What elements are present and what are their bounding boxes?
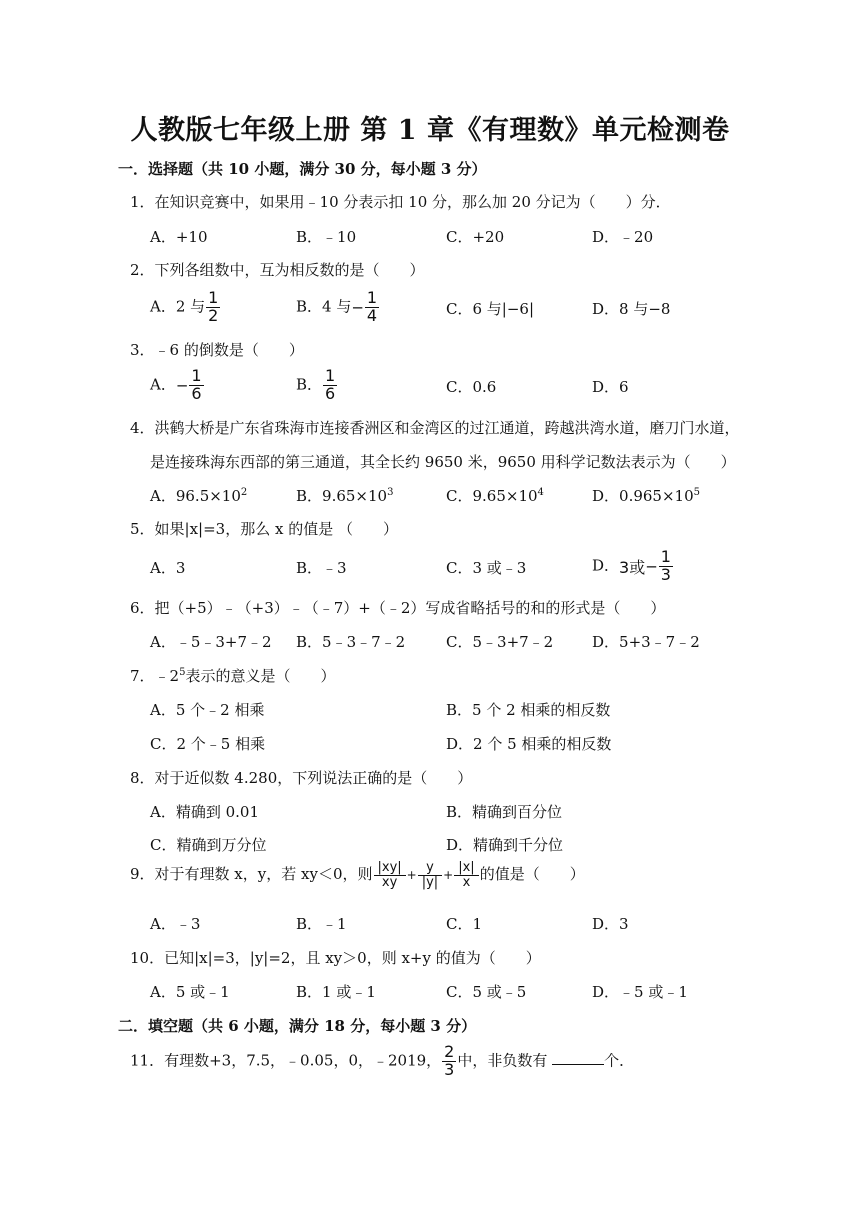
q10-option-a: A．5 或﹣1 xyxy=(150,983,230,1001)
numerator: |xy| xyxy=(374,861,406,876)
q8-option-b: B．精确到百分位 xyxy=(446,803,563,821)
denominator: 2 xyxy=(208,305,219,325)
q6-option-b: B．5﹣3﹣7﹣2 xyxy=(296,633,406,651)
q2-option-b-prefix: B．4 与 xyxy=(296,297,352,316)
exponent: 2 xyxy=(240,487,248,498)
q2-option-a xyxy=(150,290,221,325)
q3-option-b-prefix: B． xyxy=(296,375,323,394)
exponent: 4 xyxy=(537,487,544,498)
question-2-stem: 2．下列各组数中，互为相反数的是（ ） xyxy=(130,261,425,279)
q2-option-c: C．6 与|−6| xyxy=(446,300,535,318)
q3-option-a-prefix: A． xyxy=(150,375,176,394)
q4-option-a xyxy=(150,485,247,506)
q9-stem-prefix: 9．对于有理数 x，y，若 xy＜0，则 xyxy=(130,865,373,884)
q8-option-d: D．精确到千分位 xyxy=(446,836,564,854)
question-10-stem: 10．已知|x|=3，|y|=2，且 xy＞0，则 x+y 的值为（ ） xyxy=(130,949,541,967)
q11-stem-suffix: 个． xyxy=(604,1051,635,1070)
denominator: xy xyxy=(381,874,398,890)
q11-stem-middle: 中，非负数有 xyxy=(457,1051,553,1070)
exponent: 3 xyxy=(387,487,394,498)
q2-option-d: D．8 与−8 xyxy=(592,300,671,318)
q7-option-a: A．5 个﹣2 相乘 xyxy=(150,701,265,719)
q4-option-b-text: B．9.65×10 xyxy=(296,487,388,505)
q7-option-b: B．5 个 2 相乘的相反数 xyxy=(446,701,611,719)
exponent: 5 xyxy=(179,667,186,678)
denominator: 3 xyxy=(660,564,671,584)
fraction xyxy=(206,290,220,325)
question-11-stem xyxy=(130,1044,634,1079)
numerator: 1 xyxy=(325,366,336,385)
exponent: 5 xyxy=(693,487,700,498)
fraction xyxy=(442,1044,456,1079)
q9-option-c: C．1 xyxy=(446,915,483,933)
q6-option-d: D．5+3﹣7﹣2 xyxy=(592,633,700,651)
section-heading-fill-blank: 二．填空题（共 6 小题，满分 18 分，每小题 3 分） xyxy=(118,1017,477,1035)
question-9-stem xyxy=(130,861,585,889)
q1-option-c: C．+20 xyxy=(446,228,505,246)
denominator: 4 xyxy=(366,305,378,325)
q5-option-b: B．﹣3 xyxy=(296,559,347,577)
q2-option-a-prefix: A．2 与 xyxy=(150,297,206,316)
q10-option-d: D．﹣5 或﹣1 xyxy=(592,983,688,1001)
q3-option-c: C．0.6 xyxy=(446,378,497,396)
plus-sign: + xyxy=(443,868,454,883)
q6-option-a: A．﹣5﹣3+7﹣2 xyxy=(150,633,272,651)
question-4-stem-line-2: 是连接珠海东西部的第三通道，其全长约 9650 米，9650 用科学记数法表示为（ ） xyxy=(150,453,736,471)
question-8-stem: 8．对于近似数 4.280，下列说法正确的是（ ） xyxy=(130,769,473,787)
numerator: y xyxy=(418,861,442,876)
q7-stem-prefix: 7．﹣2 xyxy=(130,667,180,685)
question-7-stem xyxy=(130,665,335,686)
q10-option-c: C．5 或﹣5 xyxy=(446,983,527,1001)
q8-option-c: C．精确到万分位 xyxy=(150,836,267,854)
numerator: 1 xyxy=(208,288,219,307)
q7-option-c: C．2 个﹣5 相乘 xyxy=(150,735,266,753)
q11-stem-prefix: 11．有理数+3，7.5，﹣0.05，0，﹣2019， xyxy=(130,1051,442,1070)
q9-option-a: A．﹣3 xyxy=(150,915,201,933)
q9-stem-suffix: 的值是（ ） xyxy=(479,865,585,884)
fraction xyxy=(454,861,478,889)
q4-option-d xyxy=(592,485,700,506)
q4-option-b xyxy=(296,485,393,506)
fraction xyxy=(323,368,337,403)
plus-sign: + xyxy=(406,868,417,883)
q4-option-c-text: C．9.65×10 xyxy=(446,487,538,505)
denominator: 3 xyxy=(444,1059,455,1079)
q1-option-d: D．﹣20 xyxy=(592,228,654,246)
minus-sign: − xyxy=(645,557,658,576)
fraction xyxy=(374,861,406,889)
q9-option-b: B．﹣1 xyxy=(296,915,347,933)
q2-option-b xyxy=(296,290,380,325)
fraction xyxy=(365,290,379,325)
q5-option-d-prefix: D． xyxy=(592,556,620,575)
q8-option-a: A．精确到 0.01 xyxy=(150,803,259,821)
numerator: 2 xyxy=(444,1042,455,1061)
denominator: 6 xyxy=(191,383,202,403)
q3-option-b xyxy=(296,368,338,403)
q3-option-d: D．6 xyxy=(592,378,629,396)
question-5-stem: 5．如果|x|=3，那么 x 的值是 （ ） xyxy=(130,520,398,538)
q1-option-a: A．+10 xyxy=(150,228,208,246)
numerator: 1 xyxy=(660,547,671,566)
q7-stem-suffix: 表示的意义是（ ） xyxy=(185,667,336,685)
question-3-stem: 3．﹣6 的倒数是（ ） xyxy=(130,341,304,359)
q4-option-a-text: A．96.5×10 xyxy=(150,487,241,505)
answer-blank[interactable] xyxy=(552,1050,604,1065)
q10-option-b: B．1 或﹣1 xyxy=(296,983,376,1001)
q4-option-d-text: D．0.965×10 xyxy=(592,487,694,505)
numerator: 1 xyxy=(191,366,202,385)
question-1-stem: 1．在知识竞赛中，如果用﹣10 分表示扣 10 分，那么加 20 分记为（ ）分． xyxy=(130,193,671,211)
q5-option-a: A．3 xyxy=(150,559,186,577)
numerator: |x| xyxy=(454,861,478,876)
q9-option-d: D．3 xyxy=(592,915,629,933)
denominator: |y| xyxy=(421,874,439,890)
q3-option-a xyxy=(150,368,205,403)
page-title: 人教版七年级上册 第 1 章《有理数》单元检测卷 xyxy=(130,115,730,146)
question-6-stem: 6．把（+5）﹣（+3）﹣（﹣7）+（﹣2）写成省略括号的和的形式是（ ） xyxy=(130,599,666,617)
denominator: x xyxy=(462,874,471,890)
denominator: 6 xyxy=(325,383,336,403)
fraction xyxy=(189,368,203,403)
q7-option-d: D．2 个 5 相乘的相反数 xyxy=(446,735,612,753)
fraction xyxy=(418,861,442,889)
q5-option-c: C．3 或﹣3 xyxy=(446,559,527,577)
minus-sign: − xyxy=(351,298,364,317)
q6-option-c: C．5﹣3+7﹣2 xyxy=(446,633,554,651)
section-heading-choice: 一．选择题（共 10 小题，满分 30 分，每小题 3 分） xyxy=(118,160,487,178)
numerator: 1 xyxy=(366,288,378,307)
minus-sign: − xyxy=(175,376,189,395)
q4-option-c xyxy=(446,485,544,506)
question-4-stem-line-1: 4．洪鹤大桥是广东省珠海市连接香洲区和金湾区的过江通道，跨越洪湾水道，磨刀门水道， xyxy=(130,419,740,437)
fraction xyxy=(659,549,673,584)
q1-option-b: B．﹣10 xyxy=(296,228,357,246)
q5-option-d xyxy=(592,549,674,584)
q5-option-d-text: 3或 xyxy=(619,557,646,577)
